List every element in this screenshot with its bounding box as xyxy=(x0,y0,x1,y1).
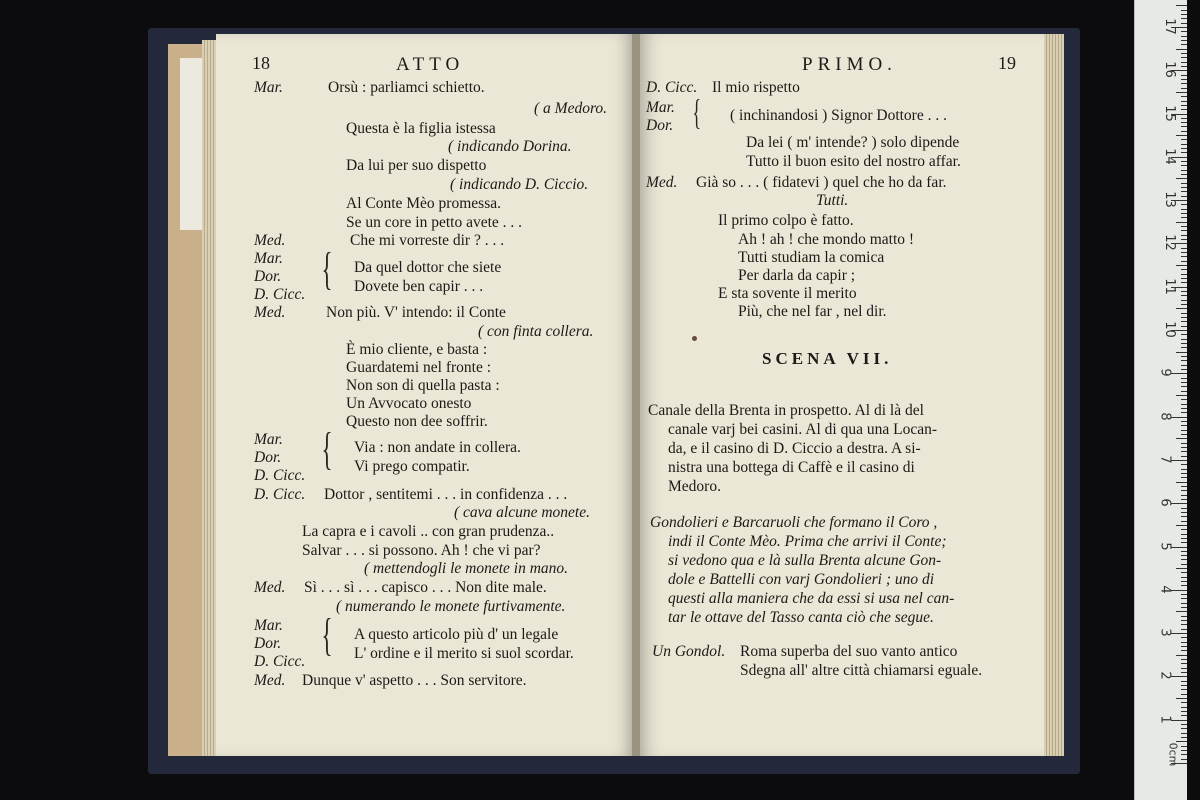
ruler-tick xyxy=(1181,495,1187,496)
verse-line: Roma superba del suo vanto antico xyxy=(740,643,958,660)
measuring-ruler xyxy=(1134,0,1187,800)
verse-line: Un Avvocato onesto xyxy=(346,395,472,412)
speaker-label: D. Cicc. xyxy=(254,486,306,503)
ruler-tick xyxy=(1181,126,1187,127)
ruler-tick xyxy=(1181,369,1187,370)
speaker-label: Un Gondol. xyxy=(652,643,726,660)
ruler-tick xyxy=(1176,395,1187,396)
verse-line: Questa è la figlia istessa xyxy=(346,120,496,137)
ruler-tick xyxy=(1171,720,1187,721)
ruler-tick xyxy=(1181,746,1187,747)
ruler-tick xyxy=(1181,733,1187,734)
verse-line: Guardatemi nel fronte : xyxy=(346,359,492,376)
ruler-label: 13 xyxy=(1161,191,1177,208)
speaker-label: Mar. xyxy=(254,79,283,96)
ruler-tick xyxy=(1181,183,1187,184)
ruler-tick xyxy=(1176,655,1187,656)
verse-line: A questo articolo più d' un legale xyxy=(354,626,559,643)
ruler-tick xyxy=(1181,577,1187,578)
stage-direction-line: Gondolieri e Barcaruoli che formano il Coro , xyxy=(650,514,938,531)
verse-line: Da lei ( m' intende? ) solo dipende xyxy=(746,134,960,151)
ruler-tick xyxy=(1181,57,1187,58)
ruler-tick xyxy=(1176,92,1187,93)
stage-direction: ( indicando Dorina. xyxy=(448,138,572,155)
ruler-tick xyxy=(1181,152,1187,153)
ruler-tick xyxy=(1181,538,1187,539)
ruler-tick xyxy=(1181,598,1187,599)
ruler-tick xyxy=(1171,633,1187,634)
ruler-tick xyxy=(1176,222,1187,223)
ruler-tick xyxy=(1171,547,1187,548)
ruler-tick xyxy=(1181,473,1187,474)
running-header-right: PRIMO. xyxy=(802,54,897,75)
stage-direction-line: si vedono qua e là sulla Brenta alcune Gon- xyxy=(668,552,942,569)
ruler-tick xyxy=(1181,83,1187,84)
ruler-tick xyxy=(1181,759,1187,760)
ruler-tick xyxy=(1181,391,1187,392)
ruler-tick xyxy=(1176,265,1187,266)
ruler-tick xyxy=(1181,534,1187,535)
stage-direction: ( indicando D. Ciccio. xyxy=(450,176,589,193)
ruler-label: 8 xyxy=(1157,411,1173,421)
ruler-tick xyxy=(1181,728,1187,729)
ruler-tick xyxy=(1181,642,1187,643)
speaker-label: Mar. xyxy=(254,431,283,448)
ruler-tick xyxy=(1181,230,1187,231)
ruler-tick xyxy=(1181,594,1187,595)
ruler-tick xyxy=(1181,650,1187,651)
ruler-tick xyxy=(1181,464,1187,465)
ruler-tick xyxy=(1181,235,1187,236)
ruler-tick xyxy=(1181,607,1187,608)
ruler-tick xyxy=(1176,568,1187,569)
ruler-tick xyxy=(1181,213,1187,214)
stage-direction: ( numerando le monete furtivamente. xyxy=(336,598,566,615)
ruler-tick xyxy=(1181,516,1187,517)
ruler-tick xyxy=(1181,412,1187,413)
ruler-tick xyxy=(1171,676,1187,677)
ruler-tick xyxy=(1181,356,1187,357)
ruler-tick xyxy=(1181,529,1187,530)
verse-line: È mio cliente, e basta : xyxy=(346,341,488,358)
ruler-tick xyxy=(1181,40,1187,41)
page-number-right: 19 xyxy=(998,53,1016,73)
speaker-label: Mar. xyxy=(254,617,283,634)
verse-line: Non son di quella pasta : xyxy=(346,377,500,394)
ruler-tick xyxy=(1181,291,1187,292)
ruler-tick xyxy=(1176,135,1187,136)
ruler-tick xyxy=(1181,122,1187,123)
verse-line: Il mio rispetto xyxy=(712,79,800,96)
ruler-tick xyxy=(1181,278,1187,279)
ruler-tick xyxy=(1181,629,1187,630)
ruler-tick xyxy=(1171,460,1187,461)
ruler-tick xyxy=(1181,711,1187,712)
speaker-label: D. Cicc. xyxy=(254,653,306,670)
right-page-edges xyxy=(1044,34,1064,756)
verse-line: Già so . . . ( fidatevi ) quel che ho da far. xyxy=(696,174,947,191)
ruler-tick xyxy=(1181,170,1187,171)
ruler-tick xyxy=(1181,555,1187,556)
speaker-label: Dor. xyxy=(254,449,282,466)
ruler-tick xyxy=(1171,417,1187,418)
ruler-tick xyxy=(1176,698,1187,699)
ruler-tick xyxy=(1181,408,1187,409)
ruler-tick xyxy=(1181,603,1187,604)
scene-description-line: da, e il casino di D. Ciccio a destra. A si- xyxy=(668,440,921,457)
stage-direction-line: tar le ottave del Tasso canta ciò che segue. xyxy=(668,609,934,626)
verse-line: Tutto il buon esito del nostro affar. xyxy=(746,153,961,170)
verse-line: Da quel dottor che siete xyxy=(354,259,502,276)
speaker-label: Dor. xyxy=(646,117,674,134)
ruler-tick xyxy=(1181,620,1187,621)
ruler-tick xyxy=(1181,737,1187,738)
ruler-tick xyxy=(1181,196,1187,197)
ruler-tick xyxy=(1181,79,1187,80)
ruler-label: 15 xyxy=(1161,104,1177,122)
ruler-tick xyxy=(1181,694,1187,695)
brace: { xyxy=(321,609,333,660)
left-page xyxy=(216,34,634,756)
ruler-tick xyxy=(1181,430,1187,431)
ruler-tick xyxy=(1181,256,1187,257)
ruler-tick xyxy=(1181,165,1187,166)
speaker-label: Mar. xyxy=(254,250,283,267)
ruler-tick xyxy=(1181,313,1187,314)
ruler-tick xyxy=(1181,421,1187,422)
ruler-tick xyxy=(1181,616,1187,617)
speaker-label: Med. xyxy=(254,232,286,249)
ruler-tick xyxy=(1181,551,1187,552)
stage-direction-line: questi alla maniera che da essi si usa nel can- xyxy=(668,590,955,607)
ruler-tick xyxy=(1181,499,1187,500)
ruler-tick xyxy=(1181,663,1187,664)
ruler-tick xyxy=(1181,274,1187,275)
ruler-tick xyxy=(1181,53,1187,54)
verse-line: Orsù : parliamci schietto. xyxy=(328,79,485,96)
ruler-tick xyxy=(1181,443,1187,444)
ruler-tick xyxy=(1181,456,1187,457)
ruler-tick xyxy=(1181,715,1187,716)
scene-description-line: Medoro. xyxy=(668,478,721,495)
verse-line: Sì . . . sì . . . capisco . . . Non dite male. xyxy=(304,579,547,596)
scene-description-line: nistra una bottega di Caffè e il casino di xyxy=(668,459,915,476)
brace: { xyxy=(321,243,333,294)
ruler-tick xyxy=(1181,282,1187,283)
ruler-label: 12 xyxy=(1161,234,1177,252)
speaker-label: Med. xyxy=(254,672,286,689)
ruler-tick xyxy=(1181,581,1187,582)
ruler-tick xyxy=(1181,425,1187,426)
ruler-tick xyxy=(1181,343,1187,344)
ruler-tick xyxy=(1176,352,1187,353)
verse-line: ( inchinandosi ) Signor Dottore . . . xyxy=(730,107,947,124)
stage-direction: ( con finta collera. xyxy=(478,323,594,340)
scene-description-line: Canale della Brenta in prospetto. Al di là del xyxy=(648,402,924,419)
ruler-tick xyxy=(1176,5,1187,6)
speaker-label: Med. xyxy=(646,174,678,191)
ruler-tick xyxy=(1181,521,1187,522)
ruler-tick xyxy=(1176,438,1187,439)
ruler-tick xyxy=(1181,131,1187,132)
verse-line: E sta sovente il merito xyxy=(718,285,857,302)
ruler-tick xyxy=(1181,750,1187,751)
ruler-label: 14 xyxy=(1161,148,1177,165)
ruler-tick xyxy=(1181,672,1187,673)
ruler-tick xyxy=(1181,23,1187,24)
ruler-tick xyxy=(1181,542,1187,543)
stage-direction-line: dole e Battelli con varj Gondolieri ; uno di xyxy=(668,571,935,588)
ruler-tick xyxy=(1176,611,1187,612)
verse-line: Sdegna all' altre città chiamarsi eguale. xyxy=(740,662,983,679)
ruler-tick xyxy=(1181,191,1187,192)
ruler-label: 5 xyxy=(1157,541,1173,551)
verse-line: Che mi vorreste dir ? . . . xyxy=(350,232,505,249)
ruler-tick xyxy=(1181,300,1187,301)
ruler-tick xyxy=(1171,503,1187,504)
ruler-tick xyxy=(1181,75,1187,76)
brace: { xyxy=(321,423,333,474)
verse-line: Se un core in petto avete . . . xyxy=(346,214,523,231)
ruler-tick xyxy=(1181,62,1187,63)
ruler-tick xyxy=(1181,161,1187,162)
ruler-tick xyxy=(1176,482,1187,483)
ruler-tick xyxy=(1181,668,1187,669)
ruler-tick xyxy=(1181,31,1187,32)
ruler-tick xyxy=(1181,512,1187,513)
ruler-tick xyxy=(1181,326,1187,327)
ruler-tick xyxy=(1181,248,1187,249)
ruler-label: 1 xyxy=(1157,715,1173,724)
verse-line: Ah ! ah ! che mondo matto ! xyxy=(738,231,915,248)
ruler-tick xyxy=(1181,187,1187,188)
ruler-label: 17 xyxy=(1161,18,1177,35)
ruler-tick xyxy=(1181,585,1187,586)
ruler-tick xyxy=(1181,637,1187,638)
ruler-tick xyxy=(1181,382,1187,383)
scene-description-line: canale varj bei casini. Al di qua una Locan- xyxy=(668,421,937,438)
right-page xyxy=(640,34,1044,756)
ruler-label: 10 xyxy=(1161,321,1177,338)
verse-line: Per darla da capir ; xyxy=(738,267,856,284)
ruler-tick xyxy=(1181,209,1187,210)
verse-line: Vi prego compatir. xyxy=(354,458,470,475)
verse-line: Questo non dee soffrir. xyxy=(346,413,488,430)
ruler-label: 4 xyxy=(1157,585,1173,594)
verse-line: Non più. V' intendo: il Conte xyxy=(326,304,506,321)
ruler-tick xyxy=(1181,217,1187,218)
ruler-tick xyxy=(1181,659,1187,660)
speaker-label: Dor. xyxy=(254,635,282,652)
ruler-tick xyxy=(1176,49,1187,50)
ruler-tick xyxy=(1181,334,1187,335)
ruler-tick xyxy=(1181,96,1187,97)
stage-direction: ( mettendogli le monete in mano. xyxy=(364,560,569,577)
ruler-tick xyxy=(1181,105,1187,106)
verse-line: Il primo colpo è fatto. xyxy=(718,212,854,229)
ruler-tick xyxy=(1181,321,1187,322)
ruler-tick xyxy=(1181,109,1187,110)
ruler-label: 11 xyxy=(1161,277,1177,295)
ruler-tick xyxy=(1181,624,1187,625)
ruler-tick xyxy=(1181,365,1187,366)
ruler-tick xyxy=(1181,144,1187,145)
ruler-tick xyxy=(1181,252,1187,253)
verse-line: L' ordine e il merito si suol scordar. xyxy=(354,645,574,662)
ruler-tick xyxy=(1181,118,1187,119)
ruler-tick xyxy=(1181,317,1187,318)
verse-line: Da lui per suo dispetto xyxy=(346,157,487,174)
verse-line: Via : non andate in collera. xyxy=(354,439,521,456)
speaker-label: Med. xyxy=(254,579,286,596)
ruler-tick xyxy=(1181,451,1187,452)
ruler-tick xyxy=(1181,174,1187,175)
stage-direction: ( cava alcune monete. xyxy=(454,504,590,521)
stage-direction-line: indi il Conte Mèo. Prima che arrivi il Conte; xyxy=(668,533,947,550)
verse-line: Al Conte Mèo promessa. xyxy=(346,195,501,212)
ruler-tick xyxy=(1181,14,1187,15)
ruler-tick xyxy=(1181,508,1187,509)
ruler-tick xyxy=(1171,373,1187,374)
ruler-tick xyxy=(1181,724,1187,725)
ruler-tick xyxy=(1181,447,1187,448)
ruler-tick xyxy=(1181,261,1187,262)
chorus-label: Tutti. xyxy=(816,192,849,209)
ruler-tick xyxy=(1181,148,1187,149)
ruler-tick xyxy=(1181,486,1187,487)
ruler-unit-label: 0cm xyxy=(1166,742,1180,767)
ruler-tick xyxy=(1181,139,1187,140)
ruler-tick xyxy=(1181,399,1187,400)
verse-line: La capra e i cavoli .. con gran prudenza.. xyxy=(302,523,555,540)
verse-line: Dovete ben capir . . . xyxy=(354,278,484,295)
ruler-tick xyxy=(1181,295,1187,296)
ruler-tick xyxy=(1181,702,1187,703)
page-number-left: 18 xyxy=(252,53,270,73)
ruler-tick xyxy=(1181,477,1187,478)
ruler-tick xyxy=(1181,226,1187,227)
ruler-label: 3 xyxy=(1157,628,1173,637)
ruler-label: 7 xyxy=(1157,455,1173,464)
ruler-tick xyxy=(1176,308,1187,309)
ruler-tick xyxy=(1181,239,1187,240)
ruler-tick xyxy=(1181,707,1187,708)
ruler-tick xyxy=(1181,434,1187,435)
speaker-label: D. Cicc. xyxy=(254,286,306,303)
ruler-tick xyxy=(1181,386,1187,387)
ruler-tick xyxy=(1181,469,1187,470)
ruler-label: 2 xyxy=(1157,671,1173,681)
ruler-tick xyxy=(1181,685,1187,686)
ruler-tick xyxy=(1181,754,1187,755)
verse-line: Più, che nel far , nel dir. xyxy=(738,303,887,320)
speaker-label: Med. xyxy=(254,304,286,321)
ruler-tick xyxy=(1181,646,1187,647)
ruler-tick xyxy=(1181,360,1187,361)
stage-direction: ( a Medoro. xyxy=(534,100,608,117)
ruler-tick xyxy=(1181,339,1187,340)
ruler-label: 16 xyxy=(1161,61,1177,78)
ruler-tick xyxy=(1181,304,1187,305)
ruler-tick xyxy=(1181,564,1187,565)
speaker-label: D. Cicc. xyxy=(254,467,306,484)
ink-spot xyxy=(692,336,697,341)
ruler-tick xyxy=(1181,101,1187,102)
ruler-tick xyxy=(1181,347,1187,348)
ruler-tick xyxy=(1181,44,1187,45)
ruler-tick xyxy=(1181,36,1187,37)
ruler-tick xyxy=(1181,378,1187,379)
ruler-tick xyxy=(1176,178,1187,179)
scene-title: SCENA VII. xyxy=(762,349,893,368)
speaker-label: Dor. xyxy=(254,268,282,285)
ruler-tick xyxy=(1181,572,1187,573)
ruler-tick xyxy=(1181,18,1187,19)
ruler-tick xyxy=(1181,490,1187,491)
ruler-tick xyxy=(1181,559,1187,560)
brace: { xyxy=(692,92,701,132)
verse-line: Tutti studiam la comica xyxy=(738,249,885,266)
ruler-tick xyxy=(1176,525,1187,526)
ruler-tick xyxy=(1181,404,1187,405)
ruler-label: 6 xyxy=(1157,498,1173,507)
ruler-tick xyxy=(1181,88,1187,89)
ruler-tick xyxy=(1181,204,1187,205)
ruler-tick xyxy=(1181,681,1187,682)
ruler-tick xyxy=(1181,269,1187,270)
running-header-left: ATTO xyxy=(396,54,465,75)
ruler-label: 9 xyxy=(1157,368,1173,377)
speaker-label: D. Cicc. xyxy=(646,79,698,96)
verse-line: Dunque v' aspetto . . . Son servitore. xyxy=(302,672,527,689)
verse-line: Salvar . . . si possono. Ah ! che vi par? xyxy=(302,542,541,559)
verse-line: Dottor , sentitemi . . . in confidenza . . . xyxy=(324,486,568,503)
ruler-tick xyxy=(1181,689,1187,690)
ruler-tick xyxy=(1181,10,1187,11)
ruler-tick xyxy=(1181,66,1187,67)
speaker-label: Mar. xyxy=(646,99,675,116)
ruler-tick xyxy=(1171,590,1187,591)
